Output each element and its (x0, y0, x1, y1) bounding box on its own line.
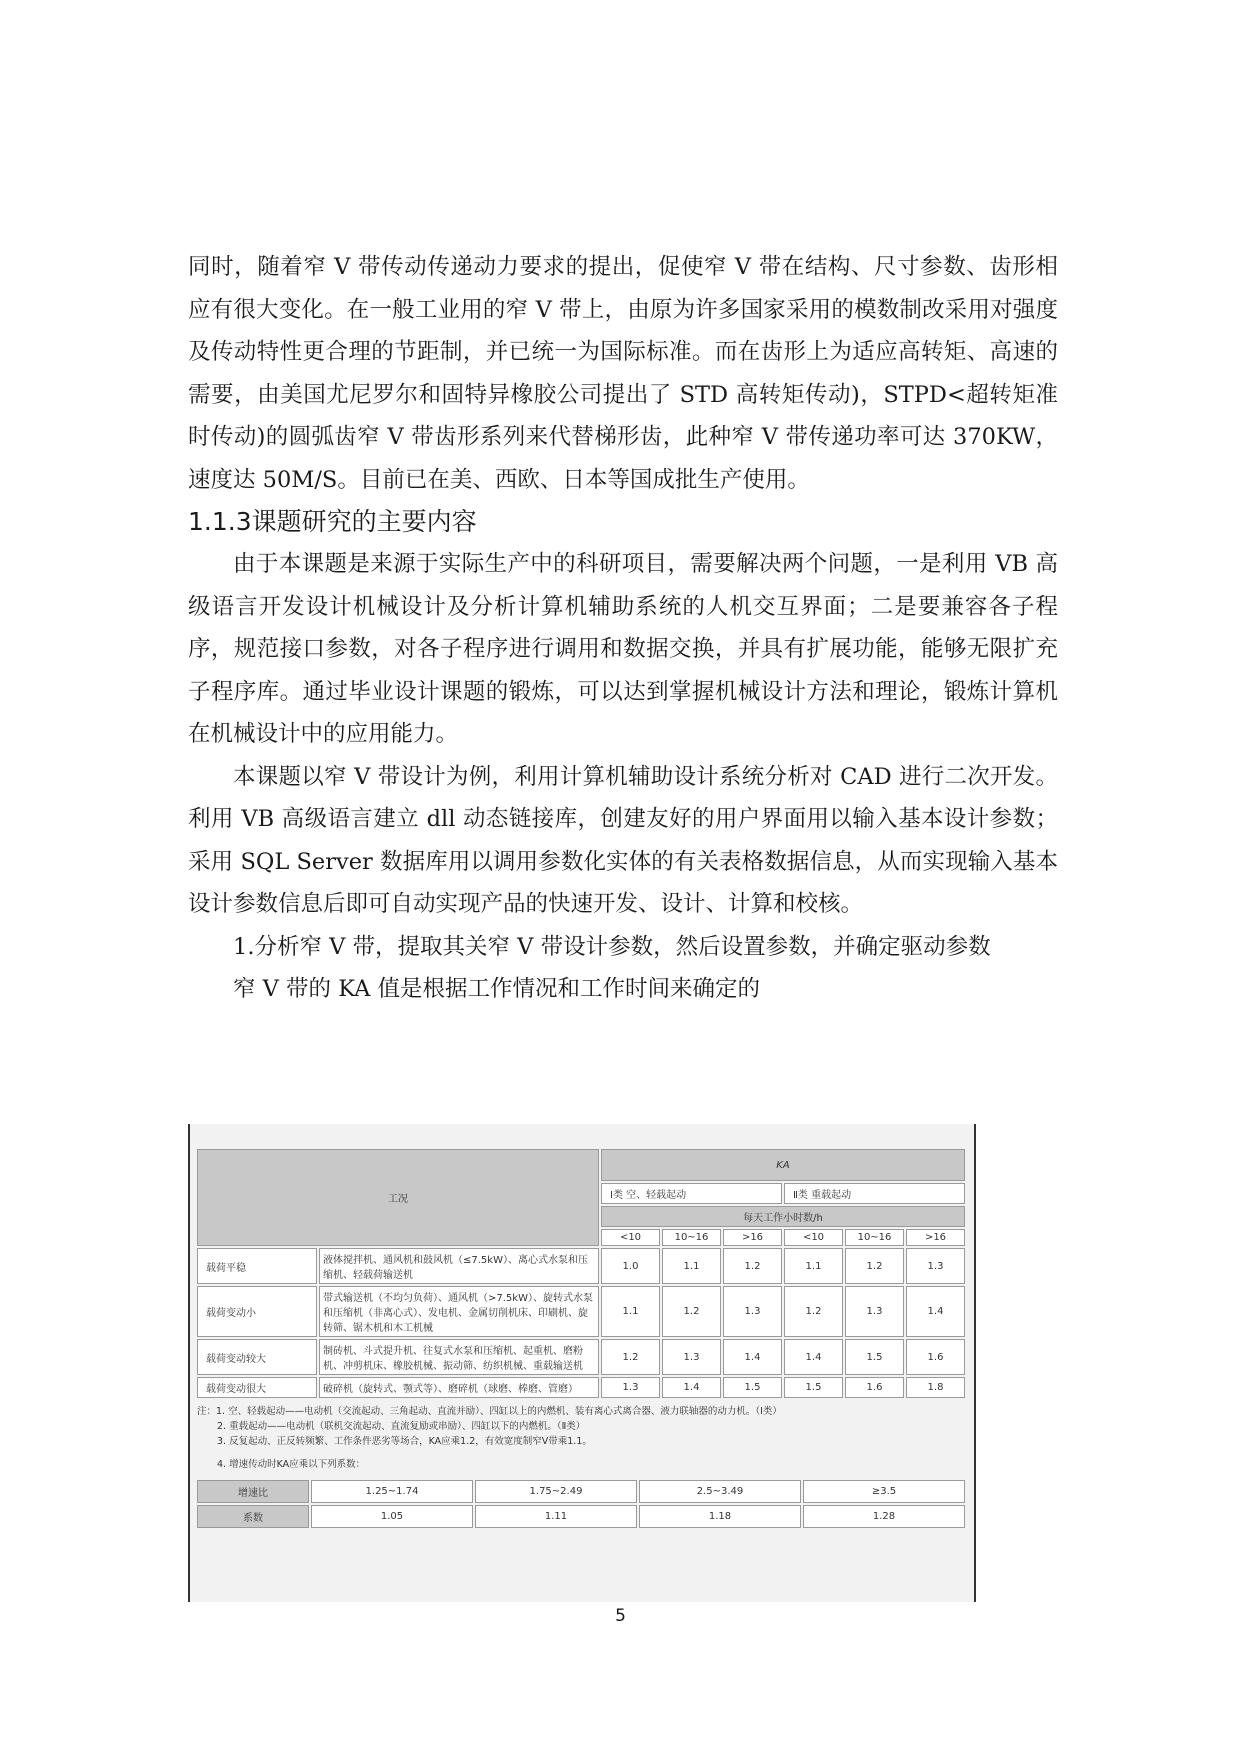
factor-cell: 1.28 (803, 1505, 965, 1528)
ka-value-cell: 1.2 (845, 1248, 904, 1284)
ka-table (195, 1147, 967, 1400)
ka-value-cell: 1.3 (662, 1339, 721, 1375)
machines-cell: 破碎机（旋转式、颚式等）、磨碎机（球磨、棒磨、管磨） (319, 1377, 599, 1398)
ka-value-cell: 1.4 (662, 1377, 721, 1398)
table-row (197, 1377, 965, 1398)
hour-col-header: >16 (723, 1229, 782, 1246)
factor-header: 系数 (197, 1505, 309, 1528)
machines-cell: 液体搅拌机、通风机和鼓风机（≤7.5kW）、离心式水泵和压缩机、轻载荷输送机 (319, 1248, 599, 1284)
ratio-cell: ≥3.5 (803, 1480, 965, 1503)
note-line: 4. 增速传动时KA应乘以下列系数： (217, 1459, 366, 1470)
ka-header: KA (601, 1149, 965, 1181)
body-text (188, 246, 1058, 1011)
ka-value-cell: 1.2 (601, 1339, 660, 1375)
ka-value-cell: 1.3 (723, 1286, 782, 1337)
machines-cell: 带式输送机（不均匀负荷）、通风机（>7.5kW）、旋转式水泵和压缩机（非离心式）、发电机、金属切削机床、印刷机、旋转筛、锯木机和木工机械 (319, 1286, 599, 1337)
speed-ratio-table (195, 1478, 967, 1530)
hour-col-header: <10 (601, 1229, 660, 1246)
ka-value-cell: 1.2 (662, 1286, 721, 1337)
load-type-cell: 载荷变动小 (197, 1286, 317, 1337)
ka-value-cell: 1.1 (601, 1286, 660, 1337)
paragraph-ka-determination: 窄 V 带的 KA 值是根据工作情况和工作时间来确定的 (233, 976, 761, 1002)
condition-header: 工况 (197, 1149, 599, 1246)
ka-value-cell: 1.1 (784, 1248, 843, 1284)
page-number: 5 (615, 1606, 626, 1626)
table-row (197, 1505, 965, 1528)
table-row (197, 1248, 965, 1284)
hours-header: 每天工作小时数/h (601, 1206, 965, 1227)
ka-value-cell: 1.4 (784, 1339, 843, 1375)
hour-col-header: >16 (906, 1229, 965, 1246)
table-row (197, 1339, 965, 1375)
figure-right-border (974, 1124, 976, 1602)
ka-value-cell: 1.8 (906, 1377, 965, 1398)
section-heading: 1.1.3课题研究的主要内容 (188, 507, 477, 536)
paragraph-research-problems: 由于本课题是来源于实际生产中的科研项目，需要解决两个问题，一是利用 VB 高级语言开发设计机械设计及分析计算机辅助系统的人机交互界面；二是要兼容各子程序，规范接口参数，对各子程序进行调用和数据交换，并具有扩展功能，能够无限扩充子程序库。通过毕业设计课题的锻炼，可以达到掌握机械设计方法和理论，锻炼计算机在机械设计中的应用能力。 (188, 551, 1058, 747)
ka-value-cell: 1.1 (662, 1248, 721, 1284)
note-line: 2. 重载起动——电动机（联机交流起动、直流复励或串励）、四缸以下的内燃机。（Ⅱ类） (217, 1421, 586, 1432)
table-notes (197, 1404, 965, 1472)
ka-value-cell: 1.0 (601, 1248, 660, 1284)
note-line: 3. 反复起动、正反转频繁、工作条件恶劣等场合，KA应乘1.2，有效宽度制窄V带乘1.1。 (217, 1436, 592, 1447)
paragraph-cad-secondary-development: 本课题以窄 V 带设计为例，利用计算机辅助设计系统分析对 CAD 进行二次开发。利用 VB 高级语言建立 dll 动态链接库，创建友好的用户界面用以输入基本设计参数；采用 SQL Server 数据库用以调用参数化实体的有关表格数据信息，从而实现输入基本设计参数信息后即可自动实现产品的快速开发、设计、计算和校核。 (188, 763, 1058, 917)
ka-value-cell: 1.4 (723, 1339, 782, 1375)
ka-value-cell: 1.6 (845, 1377, 904, 1398)
ka-value-cell: 1.6 (906, 1339, 965, 1375)
paragraph-list-item-1: 1.分析窄 V 带，提取其关窄 V 带设计参数，然后设置参数，并确定驱动参数 (233, 933, 991, 960)
hour-col-header: 10~16 (845, 1229, 904, 1246)
factor-cell: 1.11 (475, 1505, 637, 1528)
ka-value-cell: 1.5 (723, 1377, 782, 1398)
class2-header: Ⅱ类 重载起动 (784, 1183, 965, 1204)
factor-cell: 1.05 (311, 1505, 473, 1528)
ka-value-cell: 1.3 (845, 1286, 904, 1337)
ka-value-cell: 1.3 (601, 1377, 660, 1398)
paragraph-narrow-v-belt-development: 同时，随着窄 V 带传动传递动力要求的提出，促使窄 V 带在结构、尺寸参数、齿形相应有很大变化。在一般工业用的窄 V 带上，由原为许多国家采用的模数制改采用对强度及传动特性更合理的节距制，并已统一为国际标准。而在齿形上为适应高转矩、高速的需要，由美国尤尼罗尔和固特异橡胶公司提出了 STD 高转矩传动)，STPD<超转矩准时传动)的圆弧齿窄 V 带齿形系列来代替梯形齿，此种窄 V 带传递功率可达 370KW，速度达 50M/S。目前已在美、西欧、日本等国成批生产使用。 (188, 254, 1058, 493)
figure-left-border (188, 1124, 190, 1602)
factor-cell: 1.18 (639, 1505, 801, 1528)
ka-value-cell: 1.5 (784, 1377, 843, 1398)
table-row (197, 1286, 965, 1337)
load-type-cell: 载荷变动很大 (197, 1377, 317, 1398)
ratio-cell: 1.75~2.49 (475, 1480, 637, 1503)
figure-content (195, 1147, 967, 1530)
ka-value-cell: 1.4 (906, 1286, 965, 1337)
ka-value-cell: 1.2 (723, 1248, 782, 1284)
class1-header: Ⅰ类 空、轻载起动 (601, 1183, 782, 1204)
ka-value-cell: 1.5 (845, 1339, 904, 1375)
load-type-cell: 载荷平稳 (197, 1248, 317, 1284)
load-type-cell: 载荷变动较大 (197, 1339, 317, 1375)
ka-value-cell: 1.3 (906, 1248, 965, 1284)
ratio-header: 增速比 (197, 1480, 309, 1503)
ka-table-figure (188, 1124, 976, 1602)
ratio-cell: 2.5~3.49 (639, 1480, 801, 1503)
machines-cell: 制砖机、斗式提升机、往复式水泵和压缩机、起重机、磨粉机、冲剪机床、橡胶机械、振动筛、纺织机械、重载输送机 (319, 1339, 599, 1375)
table-row (197, 1480, 965, 1503)
note-line: 注：1. 空、轻载起动——电动机（交流起动、三角起动、直流并励）、四缸以上的内燃机、装有离心式离合器、液力联轴器的动力机。（Ⅰ类） (197, 1406, 782, 1417)
hour-col-header: <10 (784, 1229, 843, 1246)
ratio-cell: 1.25~1.74 (311, 1480, 473, 1503)
ka-value-cell: 1.2 (784, 1286, 843, 1337)
hour-col-header: 10~16 (662, 1229, 721, 1246)
